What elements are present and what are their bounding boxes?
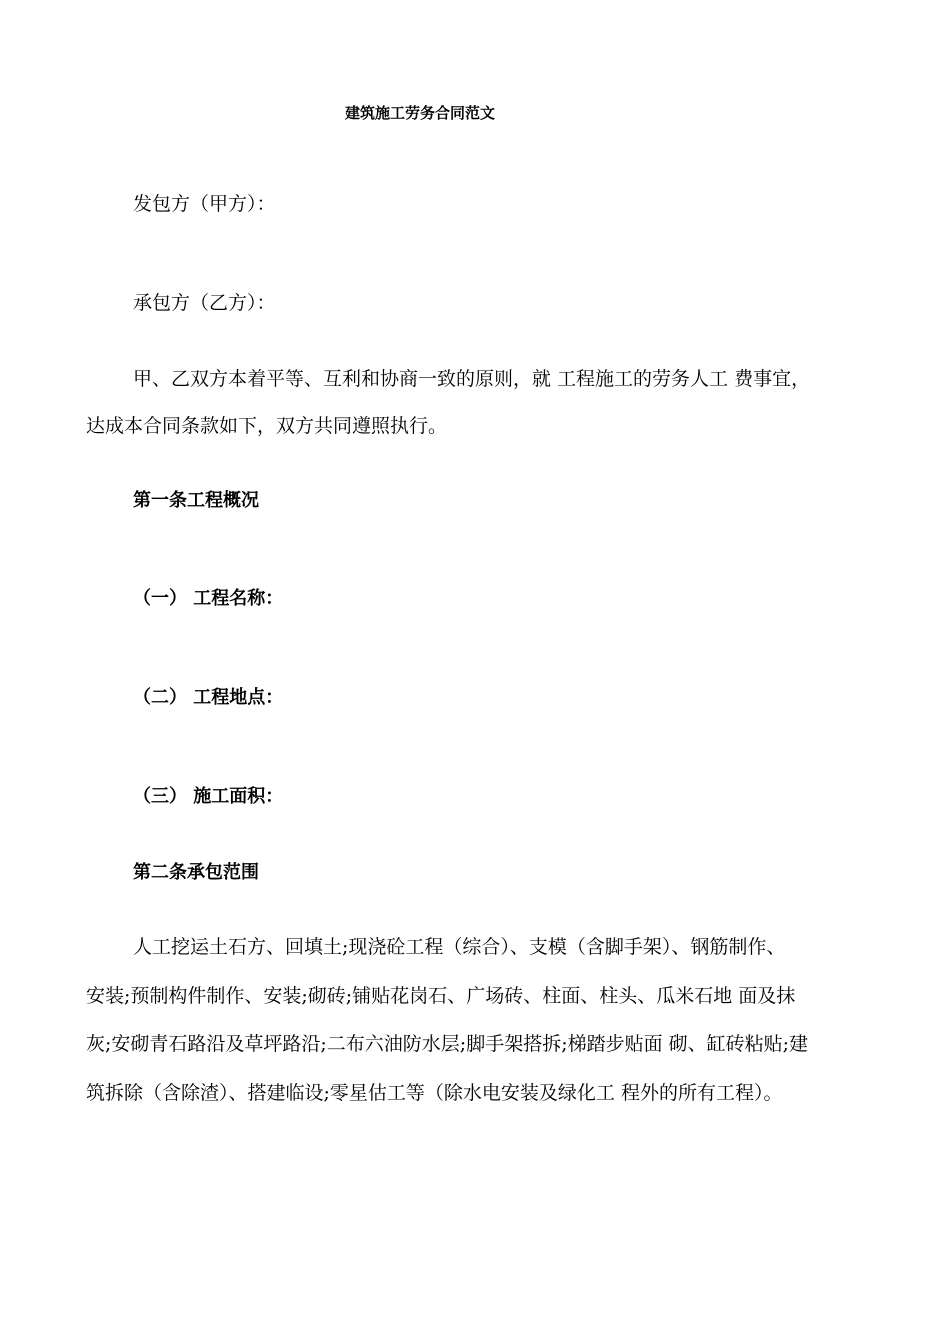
- document-title: 建筑施工劳务合同范文: [344, 104, 495, 122]
- article1-heading: 第一条工程概况: [133, 490, 259, 511]
- article2-body-line-4: 筑拆除（含除渣）、搭建临设;零星估工等（除水电安装及绿化工 程外的所有工程）。: [86, 1082, 783, 1104]
- article2-heading: 第二条承包范围: [133, 862, 259, 883]
- intro-line-1: 甲、乙双方本着平等、互利和协商一致的原则，就 工程施工的劳务人工 费事宜，: [133, 368, 811, 390]
- article1-item-location: （二） 工程地点：: [133, 687, 284, 708]
- party-b-label: 承包方（乙方）：: [133, 292, 276, 314]
- article2-body-line-1: 人工挖运土石方、回填土;现浇砼工程（综合）、支模（含脚手架）、钢筋制作、: [133, 936, 786, 958]
- article1-item-name: （一） 工程名称：: [133, 588, 284, 609]
- party-a-label: 发包方（甲方）：: [133, 193, 276, 215]
- article2-body-line-2: 安装;预制构件制作、安装;砌砖;铺贴花岗石、广场砖、柱面、柱头、瓜米石地 面及抹: [86, 985, 796, 1007]
- article2-body-line-3: 灰;安砌青石路沿及草坪路沿;二布六油防水层;脚手架搭拆;梯踏步贴面 砌、缸砖粘贴;建: [86, 1033, 809, 1055]
- intro-line-2: 达成本合同条款如下，双方共同遵照执行。: [86, 415, 448, 437]
- article1-item-area: （三） 施工面积：: [133, 786, 284, 807]
